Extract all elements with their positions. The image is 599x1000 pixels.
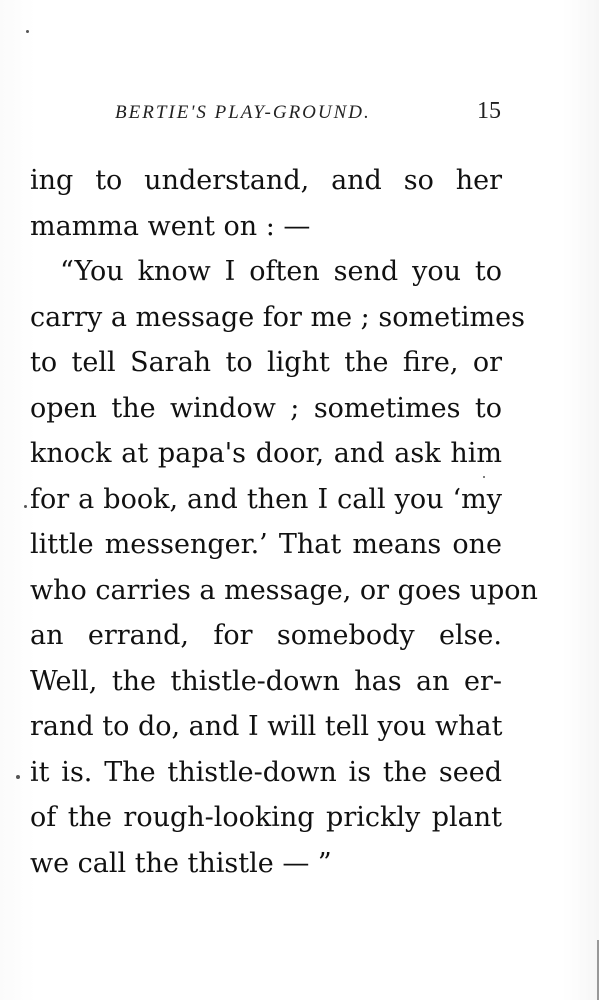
print-speck xyxy=(24,505,27,508)
text-line: carry a message for me ; sometimes xyxy=(30,301,525,333)
text-line: rand to do, and I will tell you what xyxy=(30,711,503,742)
text-line: knock at papa's door, and ask him xyxy=(30,438,502,469)
running-title: BERTIE'S PLAY-GROUND. xyxy=(115,102,371,123)
text-line: ing to understand, and so her xyxy=(30,165,502,196)
text-line: little messenger.’ That means one xyxy=(30,529,502,560)
page-header xyxy=(0,96,599,136)
text-line: for a book, and then I call you ‘my xyxy=(30,483,502,515)
text-line: to tell Sarah to light the fire, or xyxy=(30,347,502,378)
text-line: who carries a message, or goes upon xyxy=(30,574,538,606)
print-speck xyxy=(26,30,29,33)
text-line: “You know I often send you to xyxy=(60,256,502,287)
text-line: Well, the thistle-down has an er- xyxy=(30,665,502,697)
print-speck xyxy=(483,476,485,478)
text-line: mamma went on : — xyxy=(30,210,311,242)
text-line: an errand, for somebody else. xyxy=(30,620,502,651)
print-speck xyxy=(16,775,20,779)
body-text xyxy=(30,158,538,886)
page-number: 15 xyxy=(477,98,501,124)
text-line: of the rough-looking prickly plant xyxy=(30,802,502,833)
text-line: it is. The thistle-down is the seed xyxy=(30,756,502,788)
text-line: we call the thistle — ” xyxy=(30,847,332,879)
text-line: open the window ; sometimes to xyxy=(30,392,502,424)
